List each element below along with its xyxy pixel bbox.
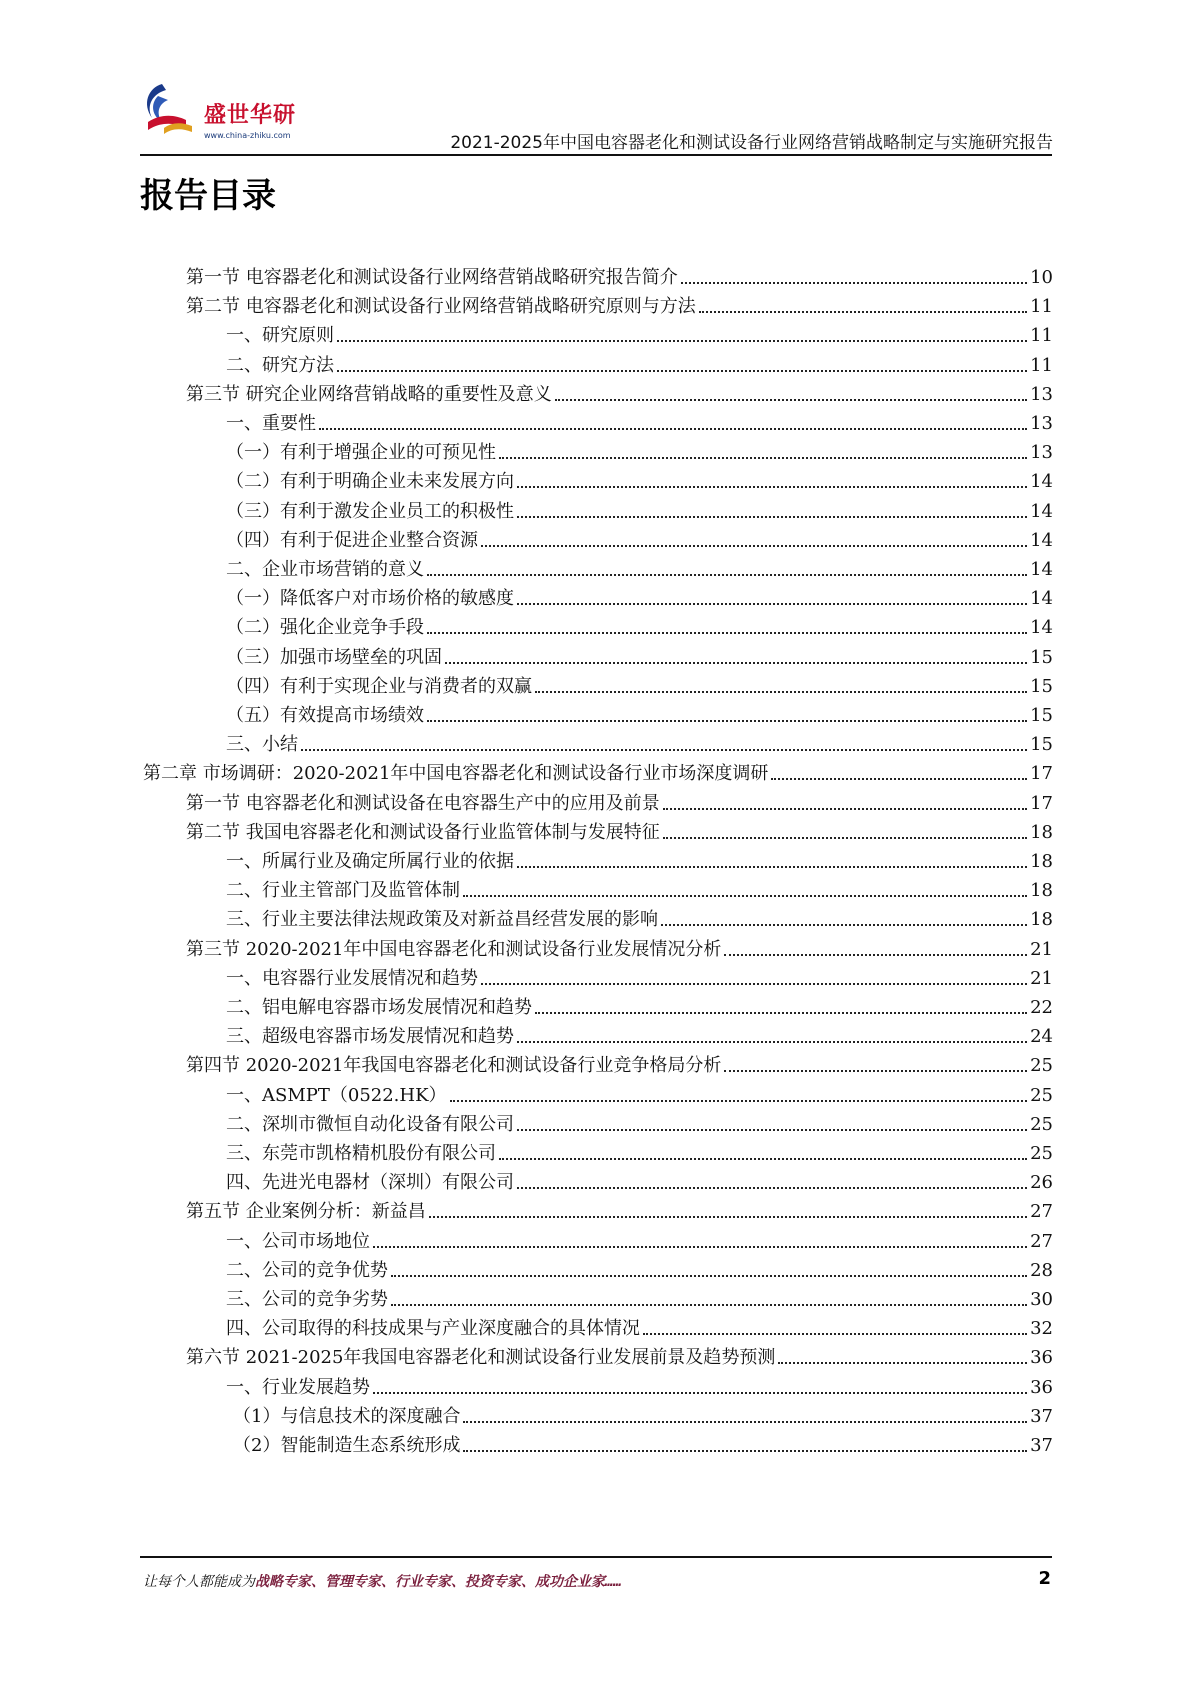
toc-entry-title: 一、电容器行业发展情况和趋势 <box>226 967 478 989</box>
toc-entry[interactable] <box>186 258 1053 289</box>
toc-entry-title: （四）有利于促进企业整合资源 <box>226 529 478 551</box>
toc-dot-leader <box>301 749 1027 751</box>
toc-entry[interactable] <box>186 287 1053 318</box>
toc-entry-title: 一、行业发展趋势 <box>226 1376 370 1398</box>
toc-dot-leader <box>517 486 1027 488</box>
slogan-highlight: 战略专家、管理专家、行业专家、投资专家、成功企业家…… <box>255 1574 622 1590</box>
toc-entry[interactable] <box>226 404 1053 435</box>
toc-dot-leader <box>337 370 1027 372</box>
toc-entry[interactable] <box>226 316 1053 347</box>
toc-entry-title: 四、公司取得的科技成果与产业深度融合的具体情况 <box>226 1318 640 1340</box>
toc-entry-title: 第五节 企业案例分析：新益昌 <box>186 1201 426 1223</box>
toc-entry[interactable] <box>226 346 1053 377</box>
brand-logo <box>140 78 310 150</box>
report-title: 2021-2025年中国电容器老化和测试设备行业网络营销战略制定与实施研究报告 <box>450 133 1053 153</box>
toc-dot-leader <box>337 340 1027 342</box>
toc-dot-leader <box>373 1392 1027 1394</box>
toc-entry[interactable] <box>226 1251 1053 1282</box>
toc-entry[interactable] <box>226 667 1053 698</box>
toc-entry[interactable] <box>226 492 1053 523</box>
toc-entry-title: 三、东莞市凯格精机股份有限公司 <box>226 1143 496 1164</box>
toc-entry[interactable] <box>233 1426 1053 1457</box>
toc-entry-title: 二、深圳市微恒自动化设备有限公司 <box>226 1113 514 1135</box>
toc-entry[interactable] <box>186 1192 1053 1223</box>
toc-entry-title: 二、企业市场营销的意义 <box>226 559 424 580</box>
toc-entry[interactable] <box>226 1368 1053 1399</box>
toc-entry[interactable] <box>226 608 1053 639</box>
toc-entry-title: 第二节 电容器老化和测试设备行业网络营销战略研究原则与方法 <box>186 296 696 318</box>
toc-entry[interactable] <box>226 433 1053 464</box>
toc-entry-title: （一）有利于增强企业的可预见性 <box>226 442 496 464</box>
toc-dot-leader <box>463 895 1027 897</box>
toc-entry-page: 25 <box>1030 1055 1053 1077</box>
toc-entry[interactable] <box>186 784 1053 815</box>
toc-entry[interactable] <box>226 696 1053 727</box>
toc-entry-title: 一、公司市场地位 <box>226 1230 370 1252</box>
toc-entry-page: 37 <box>1030 1435 1053 1456</box>
toc-entry-page: 15 <box>1030 646 1053 668</box>
toc-dot-leader <box>535 1012 1027 1014</box>
toc-entry-page: 15 <box>1030 734 1053 756</box>
toc-entry-page: 15 <box>1030 675 1053 697</box>
toc-dot-leader <box>450 1100 1028 1102</box>
toc-dot-leader <box>517 1187 1027 1189</box>
toc-entry-page: 18 <box>1030 880 1053 902</box>
toc-dot-leader <box>463 1450 1027 1452</box>
toc-dot-leader <box>427 574 1027 576</box>
toc-dot-leader <box>517 516 1027 518</box>
toc-entry-page: 25 <box>1030 1084 1053 1106</box>
toc-entry-title: （一）降低客户对市场价格的敏感度 <box>226 588 514 610</box>
toc-entry-title: （三）有利于激发企业员工的积极性 <box>226 500 514 522</box>
page-number: 2 <box>1038 1568 1051 1589</box>
toc-entry-title: 一、所属行业及确定所属行业的依据 <box>226 851 514 872</box>
footer-divider <box>140 1556 1052 1558</box>
toc-entry-page: 36 <box>1030 1376 1053 1398</box>
toc-dot-leader <box>517 1041 1027 1043</box>
toc-entry-page: 18 <box>1030 821 1053 843</box>
logo-emblem-icon <box>140 78 210 138</box>
brand-url: www.china-zhiku.com <box>204 131 291 140</box>
toc-entry-page: 14 <box>1030 471 1053 493</box>
toc-entry-page: 11 <box>1030 325 1053 347</box>
toc-entry-title: 三、超级电容器市场发展情况和趋势 <box>226 1026 514 1048</box>
toc-entry-title: 三、小结 <box>226 734 298 756</box>
toc-entry-title: （五）有效提高市场绩效 <box>226 705 424 726</box>
toc-dot-leader <box>427 720 1027 722</box>
toc-entry[interactable] <box>226 638 1053 669</box>
toc-entry-title: 第一节 电容器老化和测试设备行业网络营销战略研究报告简介 <box>186 267 678 288</box>
toc-entry[interactable] <box>226 462 1053 493</box>
toc-entry[interactable] <box>143 754 1053 785</box>
toc-dot-leader <box>661 924 1027 926</box>
toc-entry-page: 14 <box>1030 500 1053 522</box>
footer-slogan <box>143 1571 622 1591</box>
toc-dot-leader <box>517 866 1027 868</box>
toc-entry[interactable] <box>186 375 1053 406</box>
toc-entry-title: 一、重要性 <box>226 413 316 434</box>
toc-entry-page: 17 <box>1030 792 1053 814</box>
toc-entry[interactable] <box>186 813 1053 844</box>
toc-dot-leader <box>643 1333 1027 1335</box>
toc-entry-page: 11 <box>1030 354 1053 376</box>
toc-entry[interactable] <box>226 988 1053 1019</box>
toc-dot-leader <box>724 954 1027 956</box>
toc-entry-title: （二）强化企业竞争手段 <box>226 617 424 639</box>
toc-dot-leader <box>319 428 1027 430</box>
toc-entry[interactable] <box>233 1397 1053 1428</box>
toc-dot-leader <box>778 1362 1027 1364</box>
toc-dot-leader <box>499 1158 1027 1160</box>
toc-entry-page: 27 <box>1030 1230 1053 1252</box>
toc-entry[interactable] <box>226 1222 1053 1253</box>
toc-entry[interactable] <box>226 1017 1053 1048</box>
toc-dot-leader <box>699 311 1027 313</box>
toc-entry[interactable] <box>186 1338 1053 1369</box>
toc-entry-page: 14 <box>1030 559 1053 580</box>
toc-entry-title: 三、公司的竞争劣势 <box>226 1289 388 1310</box>
toc-dot-leader <box>429 1216 1027 1218</box>
toc-entry-title: （二）有利于明确企业未来发展方向 <box>226 471 514 493</box>
toc-dot-leader <box>427 632 1027 634</box>
toc-entry-title: 第三节 研究企业网络营销战略的重要性及意义 <box>186 383 552 405</box>
toc-entry[interactable] <box>226 871 1053 902</box>
toc-entry-title: 二、公司的竞争优势 <box>226 1259 388 1281</box>
toc-entry-page: 36 <box>1030 1347 1053 1369</box>
toc-entry-page: 11 <box>1030 296 1053 318</box>
page-header <box>0 0 1191 160</box>
toc-entry-page: 24 <box>1030 1026 1053 1048</box>
toc-entry-page: 14 <box>1030 588 1053 610</box>
toc-entry-title: 第三节 2020-2021年中国电容器老化和测试设备行业发展情况分析 <box>186 938 722 960</box>
toc-entry[interactable] <box>226 1105 1053 1136</box>
toc-entry-title: 二、铝电解电容器市场发展情况和趋势 <box>226 997 532 1018</box>
toc-dot-leader <box>555 399 1027 401</box>
toc-entry-title: 第六节 2021-2025年我国电容器老化和测试设备行业发展前景及趋势预测 <box>186 1347 776 1369</box>
toc-dot-leader <box>724 1070 1027 1072</box>
toc-dot-leader <box>681 282 1027 284</box>
toc-dot-leader <box>391 1275 1027 1277</box>
slogan-prefix: 让每个人都能成为 <box>143 1574 255 1590</box>
toc-entry[interactable] <box>226 1309 1053 1340</box>
toc-entry[interactable] <box>186 1046 1053 1077</box>
toc-dot-leader <box>663 837 1027 839</box>
toc-entry-title: 三、行业主要法律法规政策及对新益昌经营发展的影响 <box>226 909 658 931</box>
toc-entry-page: 18 <box>1030 851 1053 872</box>
toc-entry-page: 13 <box>1030 413 1053 434</box>
toc-entry[interactable] <box>226 1163 1053 1194</box>
toc-entry[interactable] <box>226 521 1053 552</box>
header-divider <box>140 154 1052 156</box>
toc-entry-page: 37 <box>1030 1405 1053 1427</box>
toc-entry[interactable] <box>226 725 1053 756</box>
toc-entry[interactable] <box>226 842 1053 873</box>
toc-entry-page: 21 <box>1030 938 1053 960</box>
toc-entry-title: （2）智能制造生态系统形成 <box>233 1435 461 1456</box>
toc-entry-page: 18 <box>1030 909 1053 931</box>
toc-entry-page: 22 <box>1030 997 1053 1018</box>
toc-entry-title: （三）加强市场壁垒的巩固 <box>226 646 442 668</box>
toc-entry-page: 21 <box>1030 967 1053 989</box>
toc-entry-title: 一、ASMPT（0522.HK） <box>226 1084 447 1106</box>
toc-entry-page: 17 <box>1030 763 1053 785</box>
toc-dot-leader <box>535 691 1027 693</box>
toc-entry[interactable] <box>226 959 1053 990</box>
toc-entry[interactable] <box>226 1134 1053 1165</box>
toc-entry-page: 30 <box>1030 1289 1053 1310</box>
toc-entry-title: 第一节 电容器老化和测试设备在电容器生产中的应用及前景 <box>186 792 660 814</box>
toc-entry-page: 10 <box>1030 267 1053 288</box>
toc-dot-leader <box>373 1246 1027 1248</box>
brand-name: 盛世华研 <box>204 103 297 128</box>
toc-dot-leader <box>663 808 1027 810</box>
toc-entry-page: 13 <box>1030 442 1053 464</box>
toc-dot-leader <box>499 457 1027 459</box>
toc-dot-leader <box>481 983 1027 985</box>
toc-entry-title: （1）与信息技术的深度融合 <box>233 1405 461 1427</box>
toc-entry-title: （四）有利于实现企业与消费者的双赢 <box>226 675 532 697</box>
toc-entry[interactable] <box>226 1280 1053 1311</box>
toc-dot-leader <box>445 662 1027 664</box>
toc-entry-title: 第四节 2020-2021年我国电容器老化和测试设备行业竞争格局分析 <box>186 1055 722 1077</box>
toc-entry-title: 第二节 我国电容器老化和测试设备行业监管体制与发展特征 <box>186 821 660 843</box>
toc-entry-title: 一、研究原则 <box>226 325 334 347</box>
toc-dot-leader <box>481 545 1027 547</box>
toc-entry-page: 28 <box>1030 1259 1053 1281</box>
toc-entry[interactable] <box>226 579 1053 610</box>
toc-entry-page: 25 <box>1030 1113 1053 1135</box>
toc-entry[interactable] <box>186 930 1053 961</box>
toc-entry-page: 14 <box>1030 617 1053 639</box>
toc-entry-title: 第二章 市场调研：2020-2021年中国电容器老化和测试设备行业市场深度调研 <box>143 763 769 785</box>
toc-entry-title: 四、先进光电器材（深圳）有限公司 <box>226 1172 514 1194</box>
toc-dot-leader <box>463 1421 1027 1423</box>
toc-entry-page: 15 <box>1030 705 1053 726</box>
toc-entry-title: 二、研究方法 <box>226 354 334 376</box>
toc-entry[interactable] <box>226 900 1053 931</box>
toc-entry[interactable] <box>226 550 1053 581</box>
toc-dot-leader <box>771 778 1027 780</box>
toc-entry-page: 14 <box>1030 529 1053 551</box>
toc-entry-page: 13 <box>1030 383 1053 405</box>
toc-entry-page: 32 <box>1030 1318 1053 1340</box>
toc-dot-leader <box>391 1304 1027 1306</box>
toc-entry-page: 27 <box>1030 1201 1053 1223</box>
toc-entry[interactable] <box>226 1076 1053 1107</box>
page-title: 报告目录 <box>140 176 276 216</box>
toc-entry-page: 26 <box>1030 1172 1053 1194</box>
toc-entry-title: 二、行业主管部门及监管体制 <box>226 880 460 902</box>
toc-entry-page: 25 <box>1030 1143 1053 1164</box>
toc-dot-leader <box>517 603 1027 605</box>
toc-dot-leader <box>517 1129 1027 1131</box>
